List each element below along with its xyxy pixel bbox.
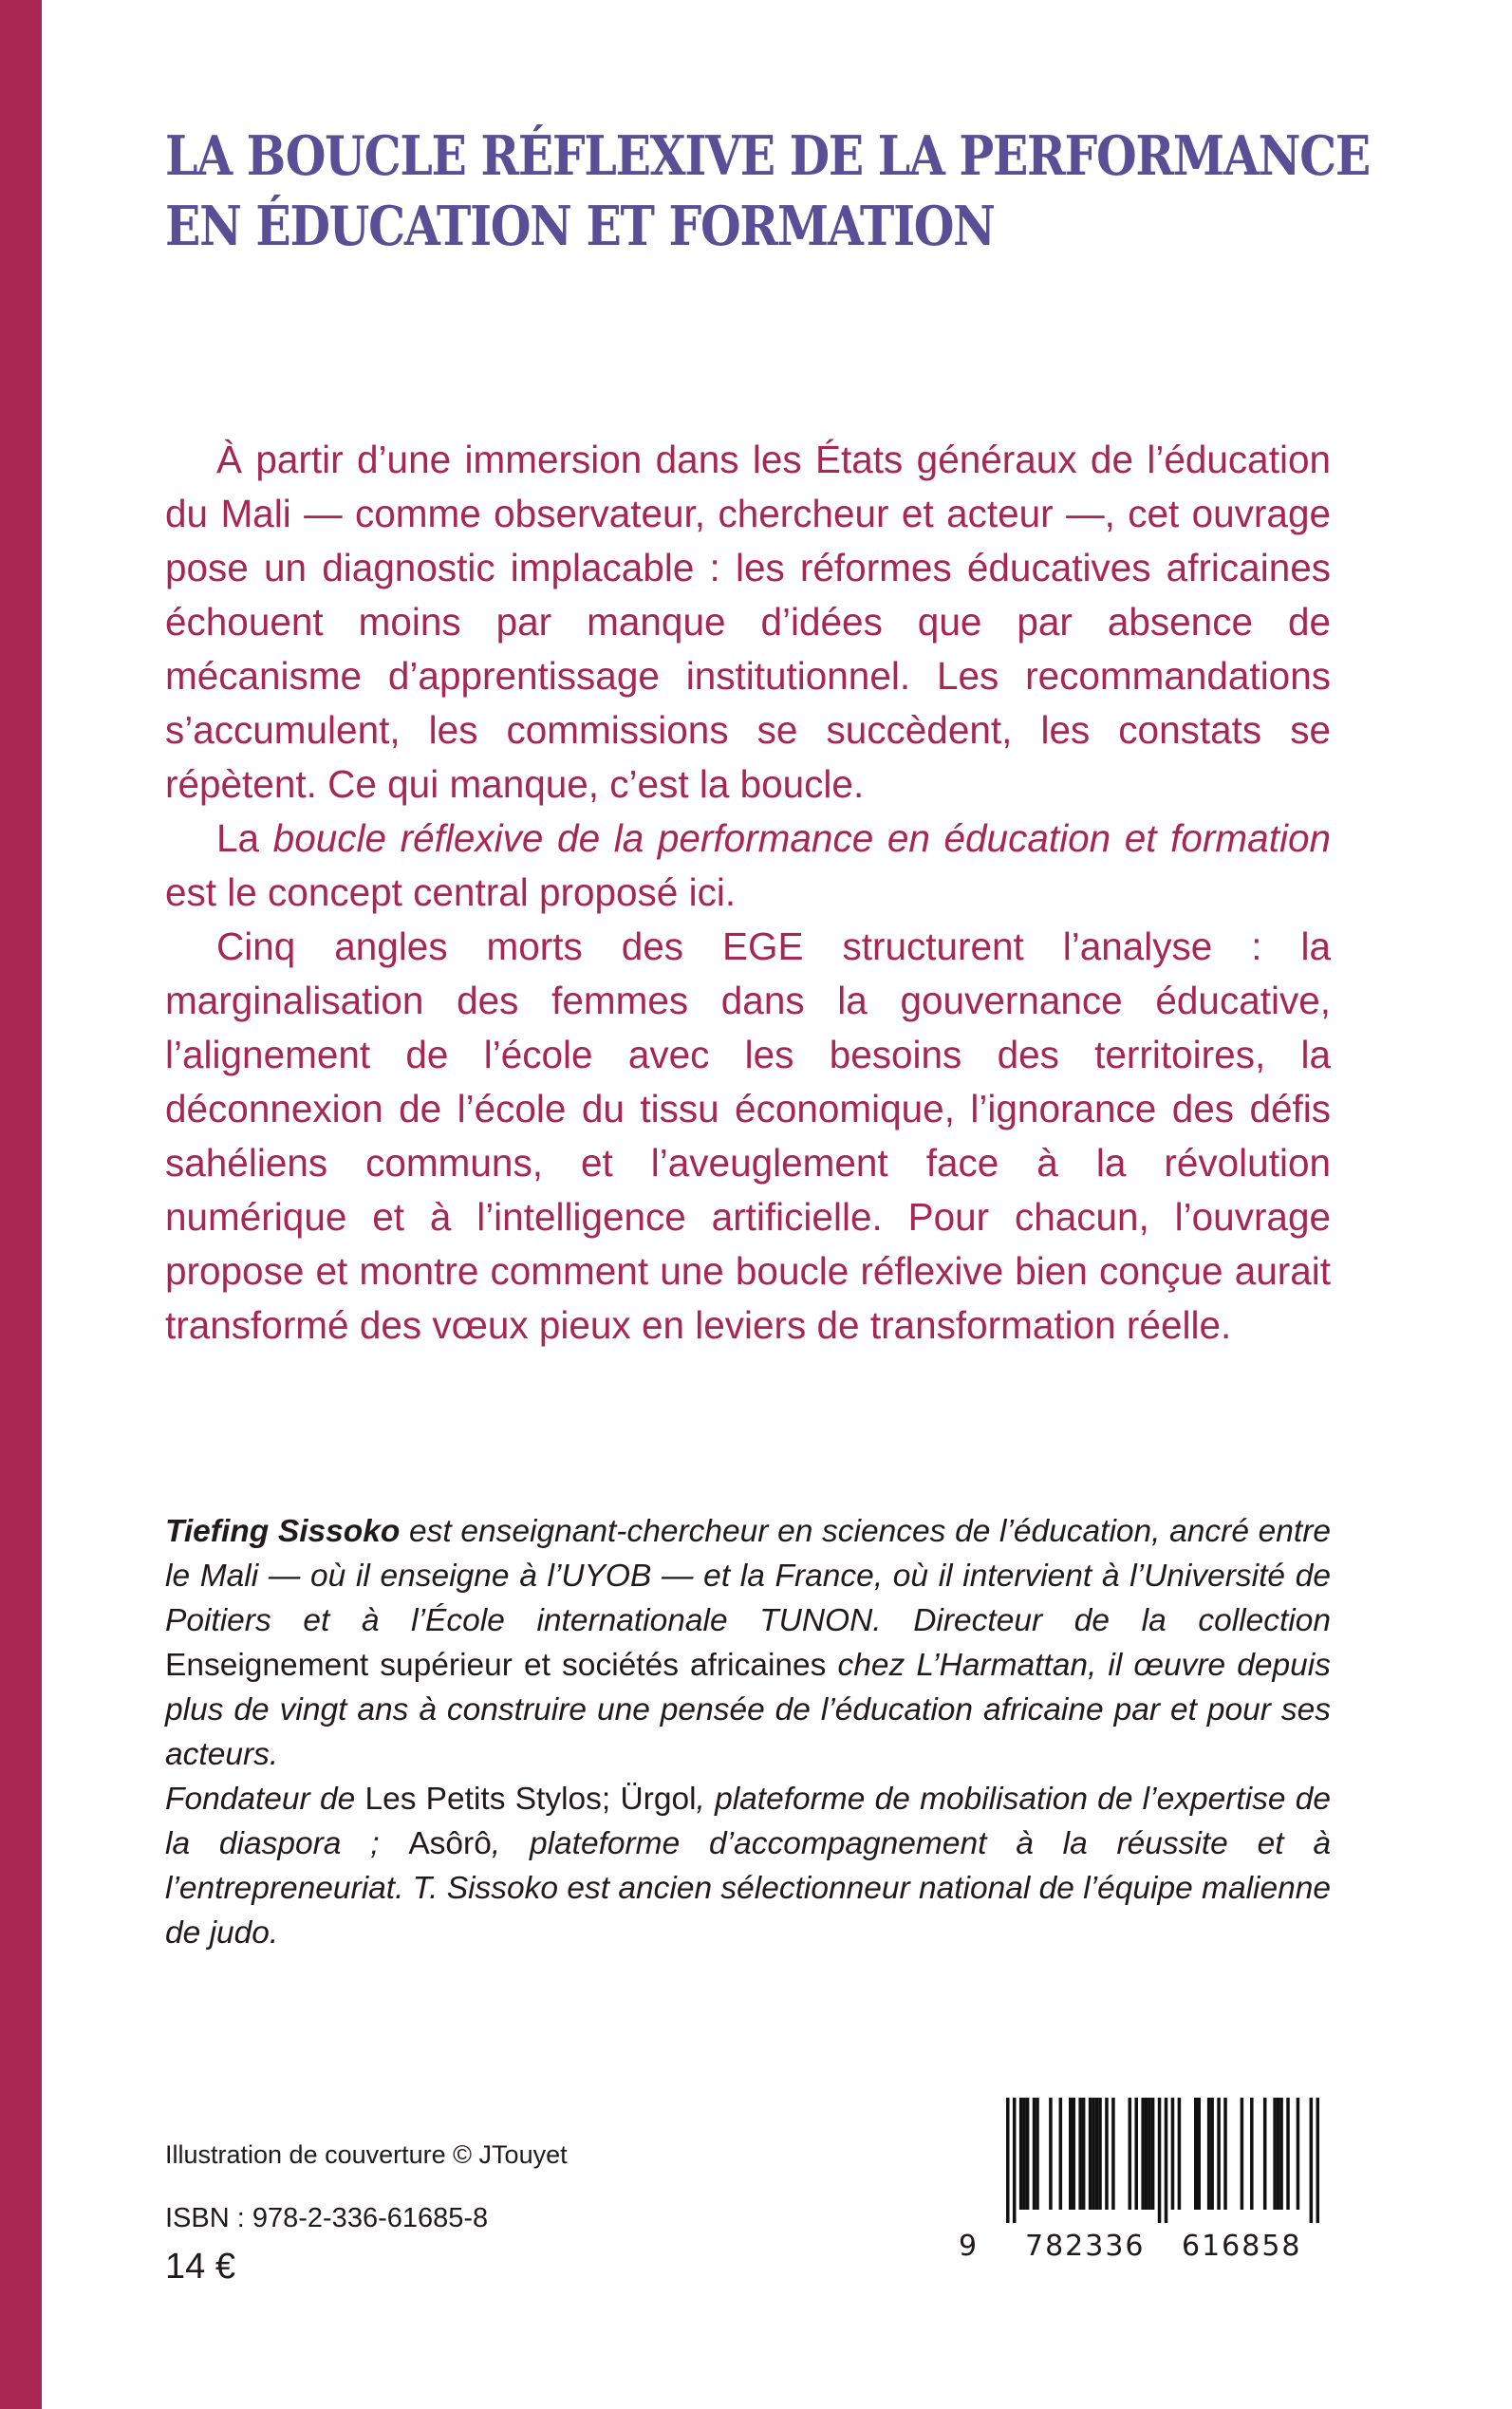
bio-org-1: Les Petits Stylos <box>364 1782 602 1817</box>
barcode-bar <box>1049 2098 1053 2210</box>
barcode-bar <box>1171 2098 1175 2210</box>
bio-collection-name: Enseignement supérieur et sociétés africaines <box>165 1648 827 1683</box>
book-title-line-2: EN ÉDUCATION ET FORMATION <box>165 195 995 258</box>
bio-p2-text-c: , plateforme d’accompagnement à la réussite et à l’entrepreneuriat. T. Sissoko est ancien sélectionneur national de l’équipe malienne de judo. <box>165 1826 1331 1951</box>
barcode-bar <box>1036 2098 1039 2210</box>
barcode-bar <box>1178 2098 1182 2210</box>
barcode-bar <box>1273 2098 1277 2210</box>
barcode-bar <box>1217 2098 1221 2210</box>
barcode-bar <box>1105 2098 1109 2210</box>
bio-paragraph-2 <box>165 1777 1331 1955</box>
barcode-bar <box>1151 2098 1155 2210</box>
bio-org-2: Ürgol <box>620 1782 697 1817</box>
book-price: 14 € <box>165 2247 235 2287</box>
blurb-p2-start: La <box>216 816 273 860</box>
blurb-p2-end: est le concept central proposé ici. <box>165 870 737 914</box>
author-name: Tiefing Sissoko <box>165 1514 401 1549</box>
barcode-bar <box>1310 2098 1314 2223</box>
cover-illustration-credit: Illustration de couverture © JTouyet <box>165 2140 568 2169</box>
barcode-bar <box>1250 2098 1254 2210</box>
barcode-bar <box>1033 2098 1036 2210</box>
barcode-digit-group-1: 782336 <box>1025 2230 1146 2263</box>
author-bio <box>165 1509 1331 1955</box>
bio-org-3: Asôrô <box>408 1826 492 1861</box>
blurb-paragraph-1: À partir d’une immersion dans les États généraux de l’éducation du Mali — comme observateur, chercheur et acteur —, cet ouvrage pose un diagnostic implacable : les réformes éducatives africaines échouent moins par manque d’idées que par absence de mécanisme d’apprentissage institutionnel. Les recommandations s’accumulent, les commissions se succèdent, les constats se répètent. Ce qui manque, c’est la boucle. <box>165 438 1331 806</box>
barcode-bar <box>1095 2098 1099 2210</box>
barcode-bar <box>1129 2098 1132 2210</box>
barcode-bar <box>1141 2098 1145 2210</box>
barcode-bar <box>1286 2098 1290 2210</box>
book-title-line-1: LA BOUCLE RÉFLEXIVE DE LA PERFORMANCE <box>165 124 1370 188</box>
blurb-concept-italic: boucle réflexive de la performance en éducation et formation <box>272 816 1331 860</box>
barcode-bar <box>1089 2098 1092 2210</box>
barcode-bar <box>1145 2098 1148 2210</box>
barcode-bar <box>1013 2098 1017 2223</box>
barcode-bar <box>1263 2098 1267 2210</box>
barcode-bar <box>1207 2098 1211 2210</box>
barcode-bar <box>1197 2098 1201 2210</box>
isbn-barcode <box>959 2098 1338 2263</box>
barcode-bar <box>1059 2098 1063 2210</box>
barcode-bar <box>1078 2098 1082 2210</box>
barcode-bars <box>1006 2098 1319 2223</box>
book-title <box>165 121 1370 262</box>
bio-paragraph-1 <box>165 1509 1331 1777</box>
spine-color-band <box>0 0 42 2409</box>
barcode-first-digit: 9 <box>959 2230 980 2263</box>
bio-sep-1: ; <box>601 1782 621 1817</box>
barcode-bar <box>1223 2098 1227 2210</box>
barcode-bar <box>1194 2098 1198 2210</box>
barcode-bar <box>1134 2098 1138 2210</box>
back-cover-blurb <box>165 433 1331 1353</box>
barcode-bar <box>1022 2098 1026 2210</box>
barcode-bar <box>1148 2098 1151 2210</box>
barcode-bar <box>1098 2098 1102 2210</box>
bio-p1-text-b: chez L’Harmattan, il œuvre depuis plus de vingt ans à construire une pensée de l’éducation africaine par et pour ses acteurs. <box>165 1648 1331 1772</box>
barcode-bar <box>1241 2098 1244 2210</box>
barcode-bar <box>1072 2098 1075 2210</box>
barcode-bar <box>1210 2098 1214 2210</box>
barcode-bar <box>1026 2098 1030 2210</box>
blurb-paragraph-2 <box>165 812 1331 920</box>
barcode-bar <box>1316 2098 1319 2223</box>
isbn-number: ISBN : 978-2-336-61685-8 <box>165 2203 489 2233</box>
barcode-bar <box>1092 2098 1095 2210</box>
barcode-bar <box>1082 2098 1086 2210</box>
barcode-bar <box>1158 2098 1162 2223</box>
barcode-bar <box>1019 2098 1023 2210</box>
barcode-bar <box>1165 2098 1168 2223</box>
barcode-bar <box>1006 2098 1010 2223</box>
barcode-bar <box>1069 2098 1073 2210</box>
barcode-bar <box>1279 2098 1283 2210</box>
blurb-paragraph-3: Cinq angles morts des EGE structurent l’analyse : la marginalisation des femmes dans la gouvernance éducative, l’alignement de l’école avec les besoins des territoires, la déconnexion de l’école du tissu économique, l’ignorance des défis sahéliens communs, et l’aveuglement face à la révolution numérique et à l’intelligence artificielle. Pour chacun, l’ouvrage propose et montre comment une boucle réflexive bien conçue aurait transformé des vœux pieux en leviers de transformation réelle. <box>165 924 1331 1347</box>
barcode-bar <box>1277 2098 1280 2210</box>
bio-p2-text-a: Fondateur de <box>165 1782 365 1817</box>
bio-p1-text-a: est enseignant-chercheur en sciences de l’éducation, ancré entre le Mali — où il enseigne à l’UYOB — et la France, où il intervient à l’Université de Poitiers et à l’École internationale TUNON. Directeur de la collection <box>165 1514 1331 1638</box>
barcode-bar <box>1111 2098 1115 2210</box>
barcode-bar <box>1297 2098 1300 2210</box>
barcode-digit-group-2: 616858 <box>1182 2230 1302 2263</box>
bio-p2-text-b: , plateforme de mobilisation de l’expertise de la diaspora ; <box>165 1782 1331 1861</box>
